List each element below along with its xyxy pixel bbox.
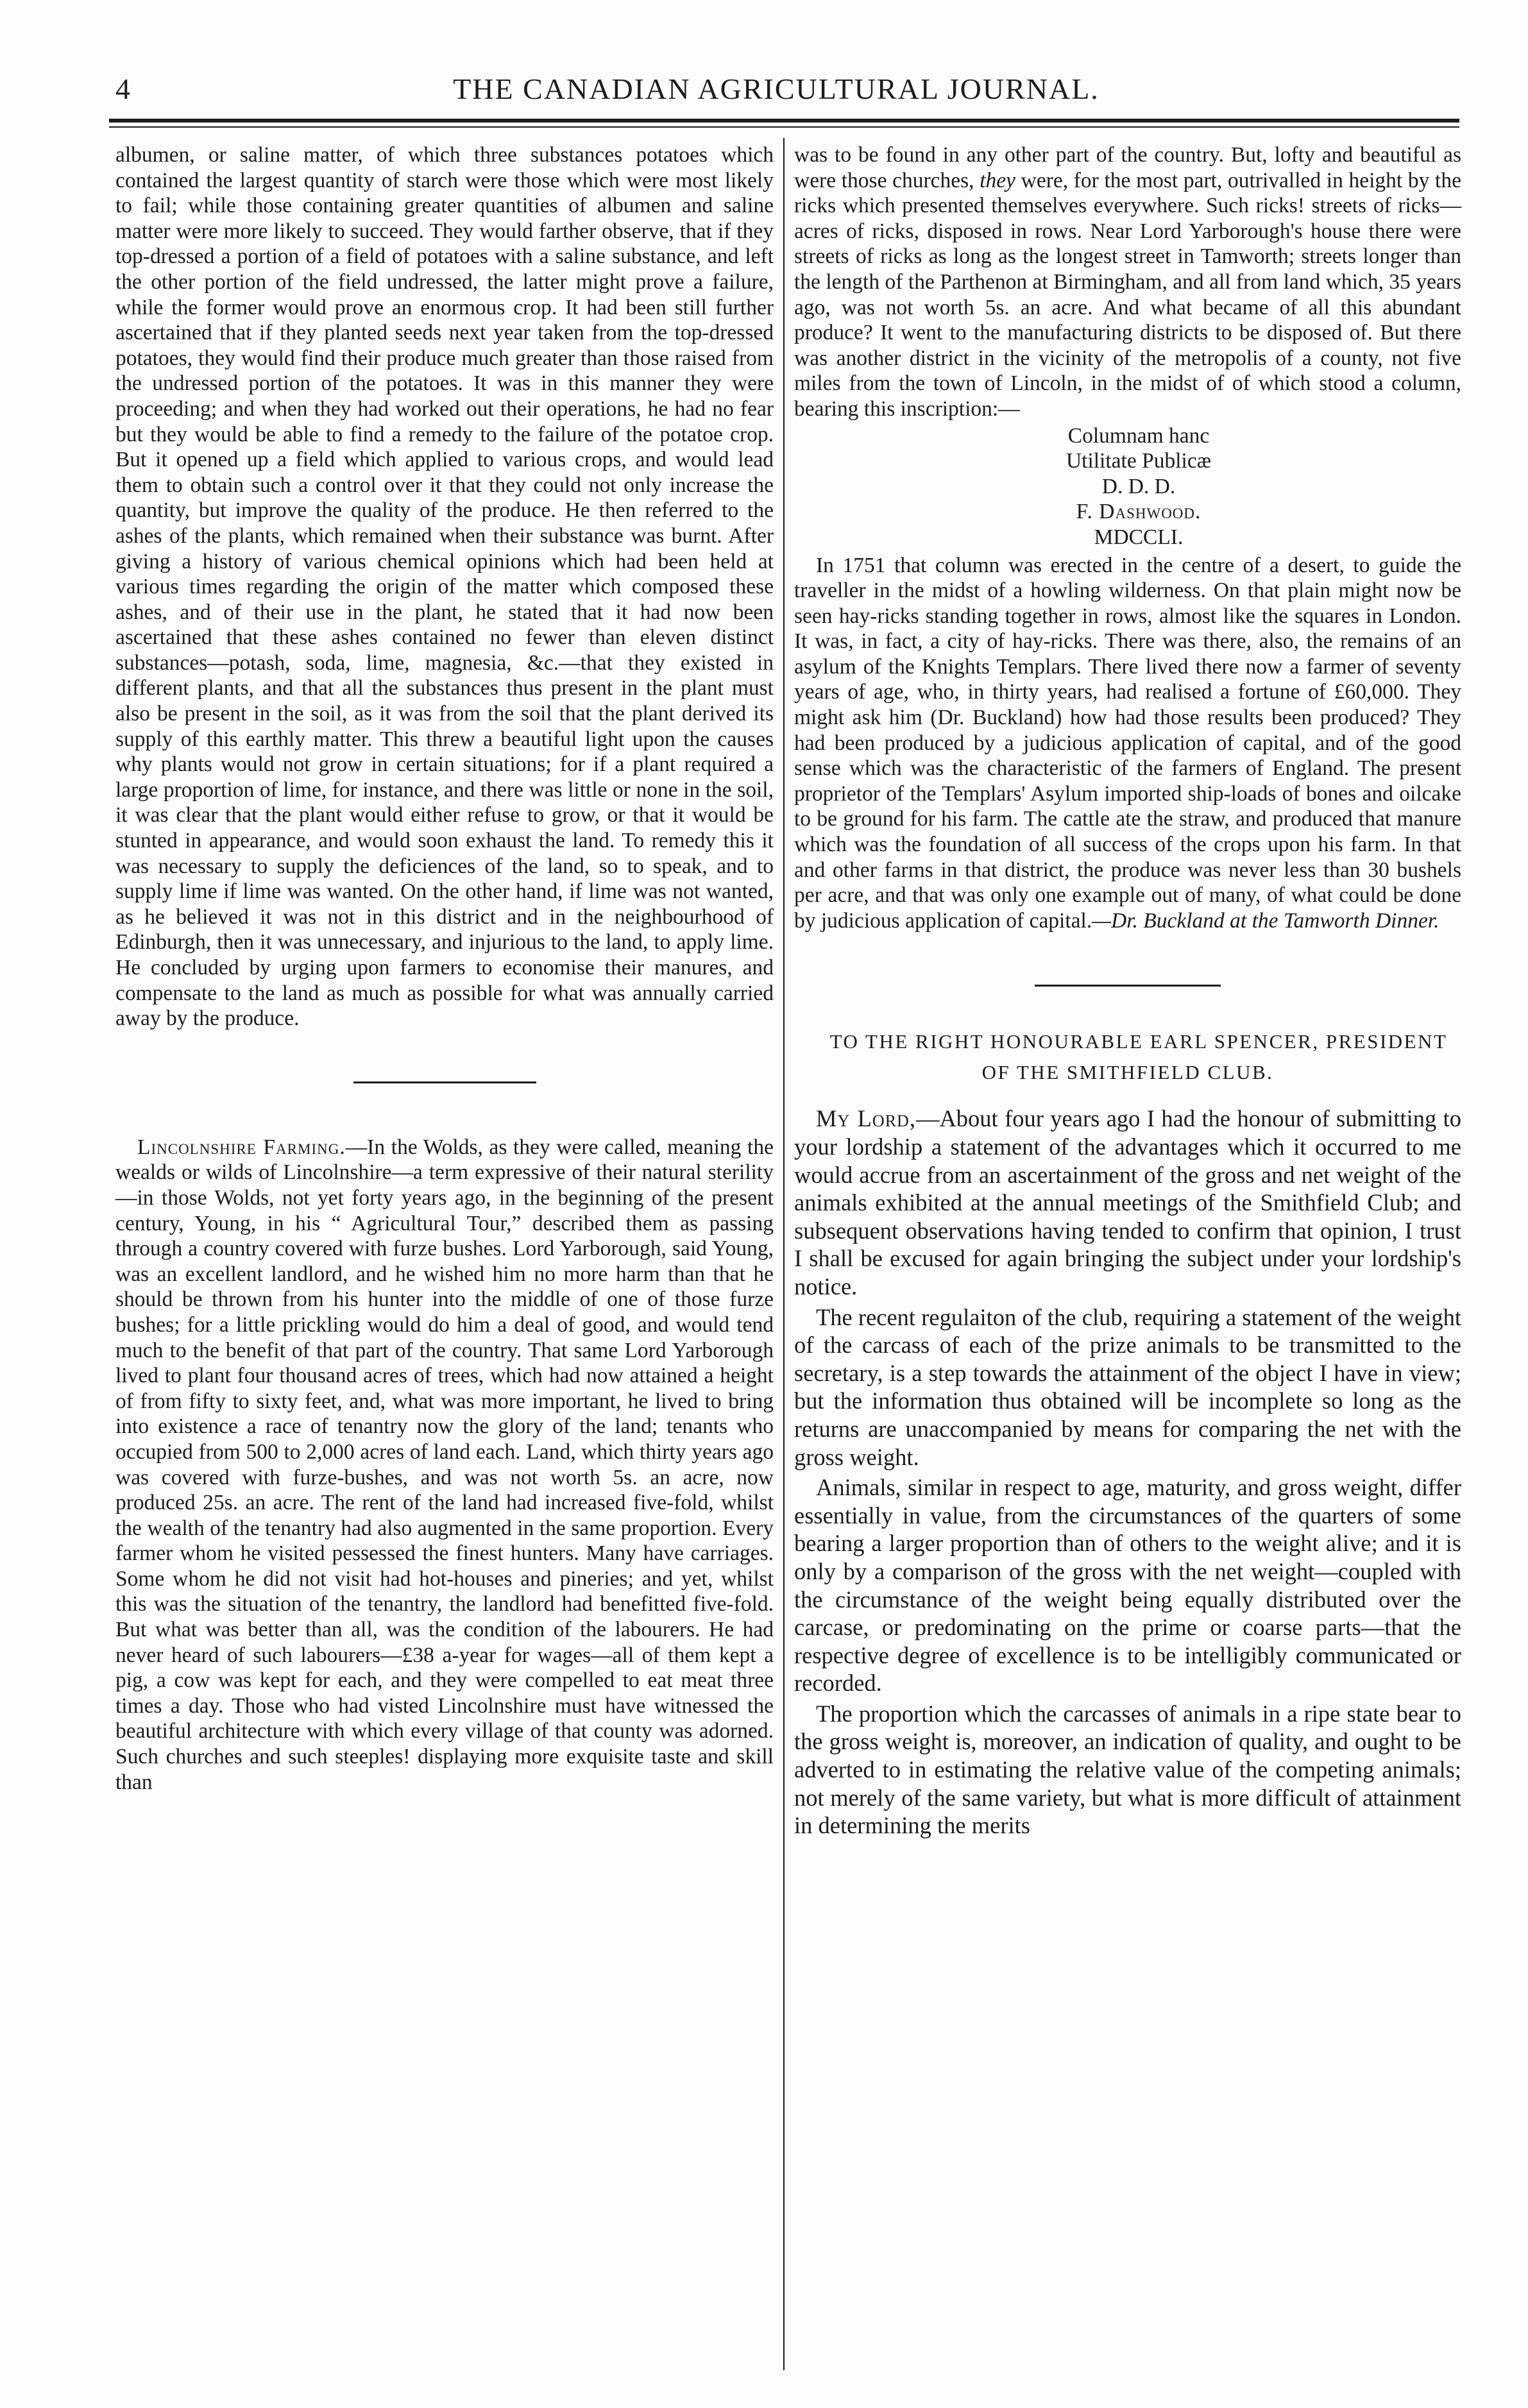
inscription-line: D. D. D. xyxy=(1101,474,1176,498)
letter-body xyxy=(794,1105,1461,1839)
inscription-line: Columnam hanc xyxy=(1067,423,1210,448)
inscription-line: Utilitate Publicæ xyxy=(1065,449,1212,473)
lincolnshire-farming-paragraph xyxy=(115,1135,774,1795)
inscription-line: MDCCLI. xyxy=(1094,525,1184,549)
article-divider xyxy=(353,1081,536,1083)
header-rule-thick xyxy=(109,119,1459,123)
column-divider xyxy=(783,138,785,2370)
continuation-text-a: was to be found in any other part of the country. But, lofty and beautiful as were those churches, xyxy=(794,143,1461,192)
continuation-emphasis: they xyxy=(980,168,1015,192)
letter-paragraph-text: —About four years ago I had the honour of submitting to your lordship a statement of the advantages which it occurred to me would accrue from an ascertainment of the gross and net weight of the animals exhibited at the annual meetings of the Smithfield Club; and subsequent observations having tended to confirm that opinion, I trust I shall be excused for again bringing the subject under your lordship's notice. xyxy=(794,1105,1462,1300)
lincolnshire-continuation-paragraph xyxy=(794,142,1461,422)
lincolnshire-farming-text: —In the Wolds, as they were called, meaning the wealds or wilds of Lincolnshire—a term expressive of their natural sterility—in those Wolds, not yet forty years ago, in the beginning of the present century, Young, in his “ Agricultural Tour,” described them as passing through a country covered with furze bushes. Lord Yarborough, said Young, was an excellent landlord, and he wished him no more harm than that he should be thrown from his hunter into the middle of one of those furze bushes; for a little prickling would do him a deal of good, and would tend much to the benefit of that part of the country. That same Lord Yarborough lived to plant four thousand acres of trees, which had now attained a height of from fifty to sixty feet, and, what was more important, he lived to bring into existence a race of tenantry now the glory of the land; tenants who occupied from 500 to 2,000 acres of land each. Land, which thirty years ago was covered with furze-bushes, and was not worth 5s. an acre, now produced 25s. an acre. The rent of the land had increased five-fold, whilst the wealth of the tenantry had also augmented in the same proportion. Every farmer whom he visited pessessed the finest hunters. Many have carriages. Some whom he did not visit had hot-houses and pineries; and yet, whilst this was the situation of the tenantry, the landlord had benefitted five-fold. But what was better than all, was the condition of the labourers. He had never heard of such labourers—£38 a-year for wages—all of them kept a pig, a cow was kept for each, and they were compelled to eat meat three times a day. Those who had visted Lincolnshire must have witnessed the beautiful architecture with which every village of that county was adorned. Such churches and such steeples! displaying more exquisite taste and skill than xyxy=(115,1135,774,1794)
page-number: 4 xyxy=(115,72,130,105)
letter-paragraph: Animals, similar in respect to age, maturity, and gross weight, differ essentially in value, from the circumstances of the quarters of some bearing a larger proportion than of others to the weight alive; and it is only by a comparison of the gross with the net weight—coupled with the circumstance of the weight being equally distributed over the carcase, or predominating on the prime or coarse parts—that the respective degree of excellence is to be intelligibly communicated or recorded. xyxy=(794,1474,1461,1697)
letter-paragraph xyxy=(794,1105,1461,1300)
column-inscription xyxy=(794,423,1461,550)
page-header xyxy=(96,59,1456,110)
left-column xyxy=(115,142,774,1795)
article-divider xyxy=(1035,985,1221,987)
running-title: THE CANADIAN AGRICULTURAL JOURNAL. xyxy=(453,72,1099,105)
lincolnshire-farming-lead: Lincolnshire Farming. xyxy=(137,1135,346,1159)
continuation-text-b: were, for the most part, outrivalled in height by the ricks which presented themselves everywhere. Such ricks! streets of ricks—acres of ricks, disposed in rows. Near Lord Yarborough's house there were streets of ricks as long as the longest street in Tamworth; streets longer than the length of the Parthenon at Birmingham, and all from land which, 35 years ago, was not worth 5s. an acre. And what became of all this abundant produce? It went to the manufacturing districts to be disposed of. But there was another district in the vicinity of the metropolis of a county, not five miles from the town of Lincoln, in the midst of of which stood a column, bearing this inscription:— xyxy=(794,168,1461,421)
inscription-line: F. Dashwood. xyxy=(1076,500,1201,524)
letter-heading: TO THE RIGHT HONOURABLE EARL SPENCER, PRESIDENT OF THE SMITHFIELD CLUB. xyxy=(829,1030,1448,1084)
article-signoff: —Dr. Buckland at the Tamworth Dinner. xyxy=(1092,908,1439,933)
article-continuation-paragraph: albumen, or saline matter, of which three substances potatoes which contained the largest quantity of starch were those which were most likely to fail; while those containing greater quantities of albumen and saline matter were more likely to succeed. They would farther observe, that if they top-dressed a portion of a field of potatoes with a saline substance, and left the other portion of the field undressed, the latter might prove a failure, while the former would prove an enormous crop. It had been still further ascertained that if they planted seeds next year taken from the top-dressed potatoes, they would find their produce much greater than those raised from the undressed portion of the potatoes. It was in this manner they were proceeding; and when they had worked out their operations, he had no fear but they would be able to find a remedy to the failure of the potatoe crop. But it opened up a field which applied to various crops, and would lead them to obtain such a control over it that they could not only increase the quantity, but improve the quality of the produce. He then referred to the ashes of the plants, which remained when their substance was burnt. After giving a history of various chemical opinions which had been held at various times regarding the origin of the matter which composed these ashes, and of their use in the plant, he stated that it had now been ascertained that these ashes contained no fewer than eleven distinct substances—potash, soda, lime, magnesia, &c.—that they existed in different plants, and that all the substances thus present in the plant must also be present in the soil, as it was from the soil that the plant derived its supply of this earthly matter. This threw a beautiful light upon the causes why plants would not grow in certain situations; for if a plant required a large proportion of lime, for instance, and there was little or none in the soil, it was clear that the plant would either refuse to grow, or that it would be stunted in appearance, and would soon exhaust the land. To remedy this it was necessary to supply the deficiences of the land, so to speak, and to supply lime if lime was wanted. On the other hand, if lime was not wanted, as he believed it was not in this district and in the neighbourhood of Edinburgh, then it was unnecessary, and injurious to the land, to apply lime. He concluded by urging upon farmers to economise their manures, and compensate to the land as much as possible for what was annually carried away by the produce. xyxy=(115,143,774,1031)
header-rule-thin xyxy=(109,126,1459,128)
desert-column-paragraph xyxy=(794,553,1461,934)
letter-paragraph: The recent regulaiton of the club, requiring a statement of the weight of the carcass of each of the prize animals to be transmitted to the secretary, is a step towards the attainment of the object I have in view; but the information thus obtained will be incomplete so long as the returns are unaccompanied by means for comparing the net with the gross weight. xyxy=(794,1303,1461,1470)
letter-paragraph: The proportion which the carcasses of animals in a ripe state bear to the gross weight is, moreover, an indication of quality, and ought to be adverted to in estimating the relative value of the competing animals; not merely of the same variety, but what is more difficult of attainment in determining the merits xyxy=(794,1700,1461,1839)
right-column xyxy=(794,142,1461,1840)
desert-column-text: In 1751 that column was erected in the centre of a desert, to guide the traveller in the midst of a howling wilderness. On that plain might now be seen hay-ricks standing together in rows, almost like the squares in London. It was, in fact, a city of hay-ricks. There was there, also, the remains of an asylum of the Knights Templars. There lived there now a farmer of seventy years of age, who, in thirty years, had realised a fortune of £60,000. They might ask him (Dr. Buckland) how had those results been produced? They had been produced by a judicious application of capital, and of the good sense which was the characteristic of the farmers of England. The present proprietor of the Templars' Asylum imported ship-loads of bones and oilcake to be ground for his farm. The cattle ate the straw, and produced that manure which was the foundation of all success of the crops upon his farm. In that and other farms in that district, the produce was never less than 30 bushels per acre, and that was only one example out of many, of what could be done by judicious application of capital. xyxy=(794,553,1461,933)
letter-salutation: My Lord, xyxy=(816,1105,916,1132)
